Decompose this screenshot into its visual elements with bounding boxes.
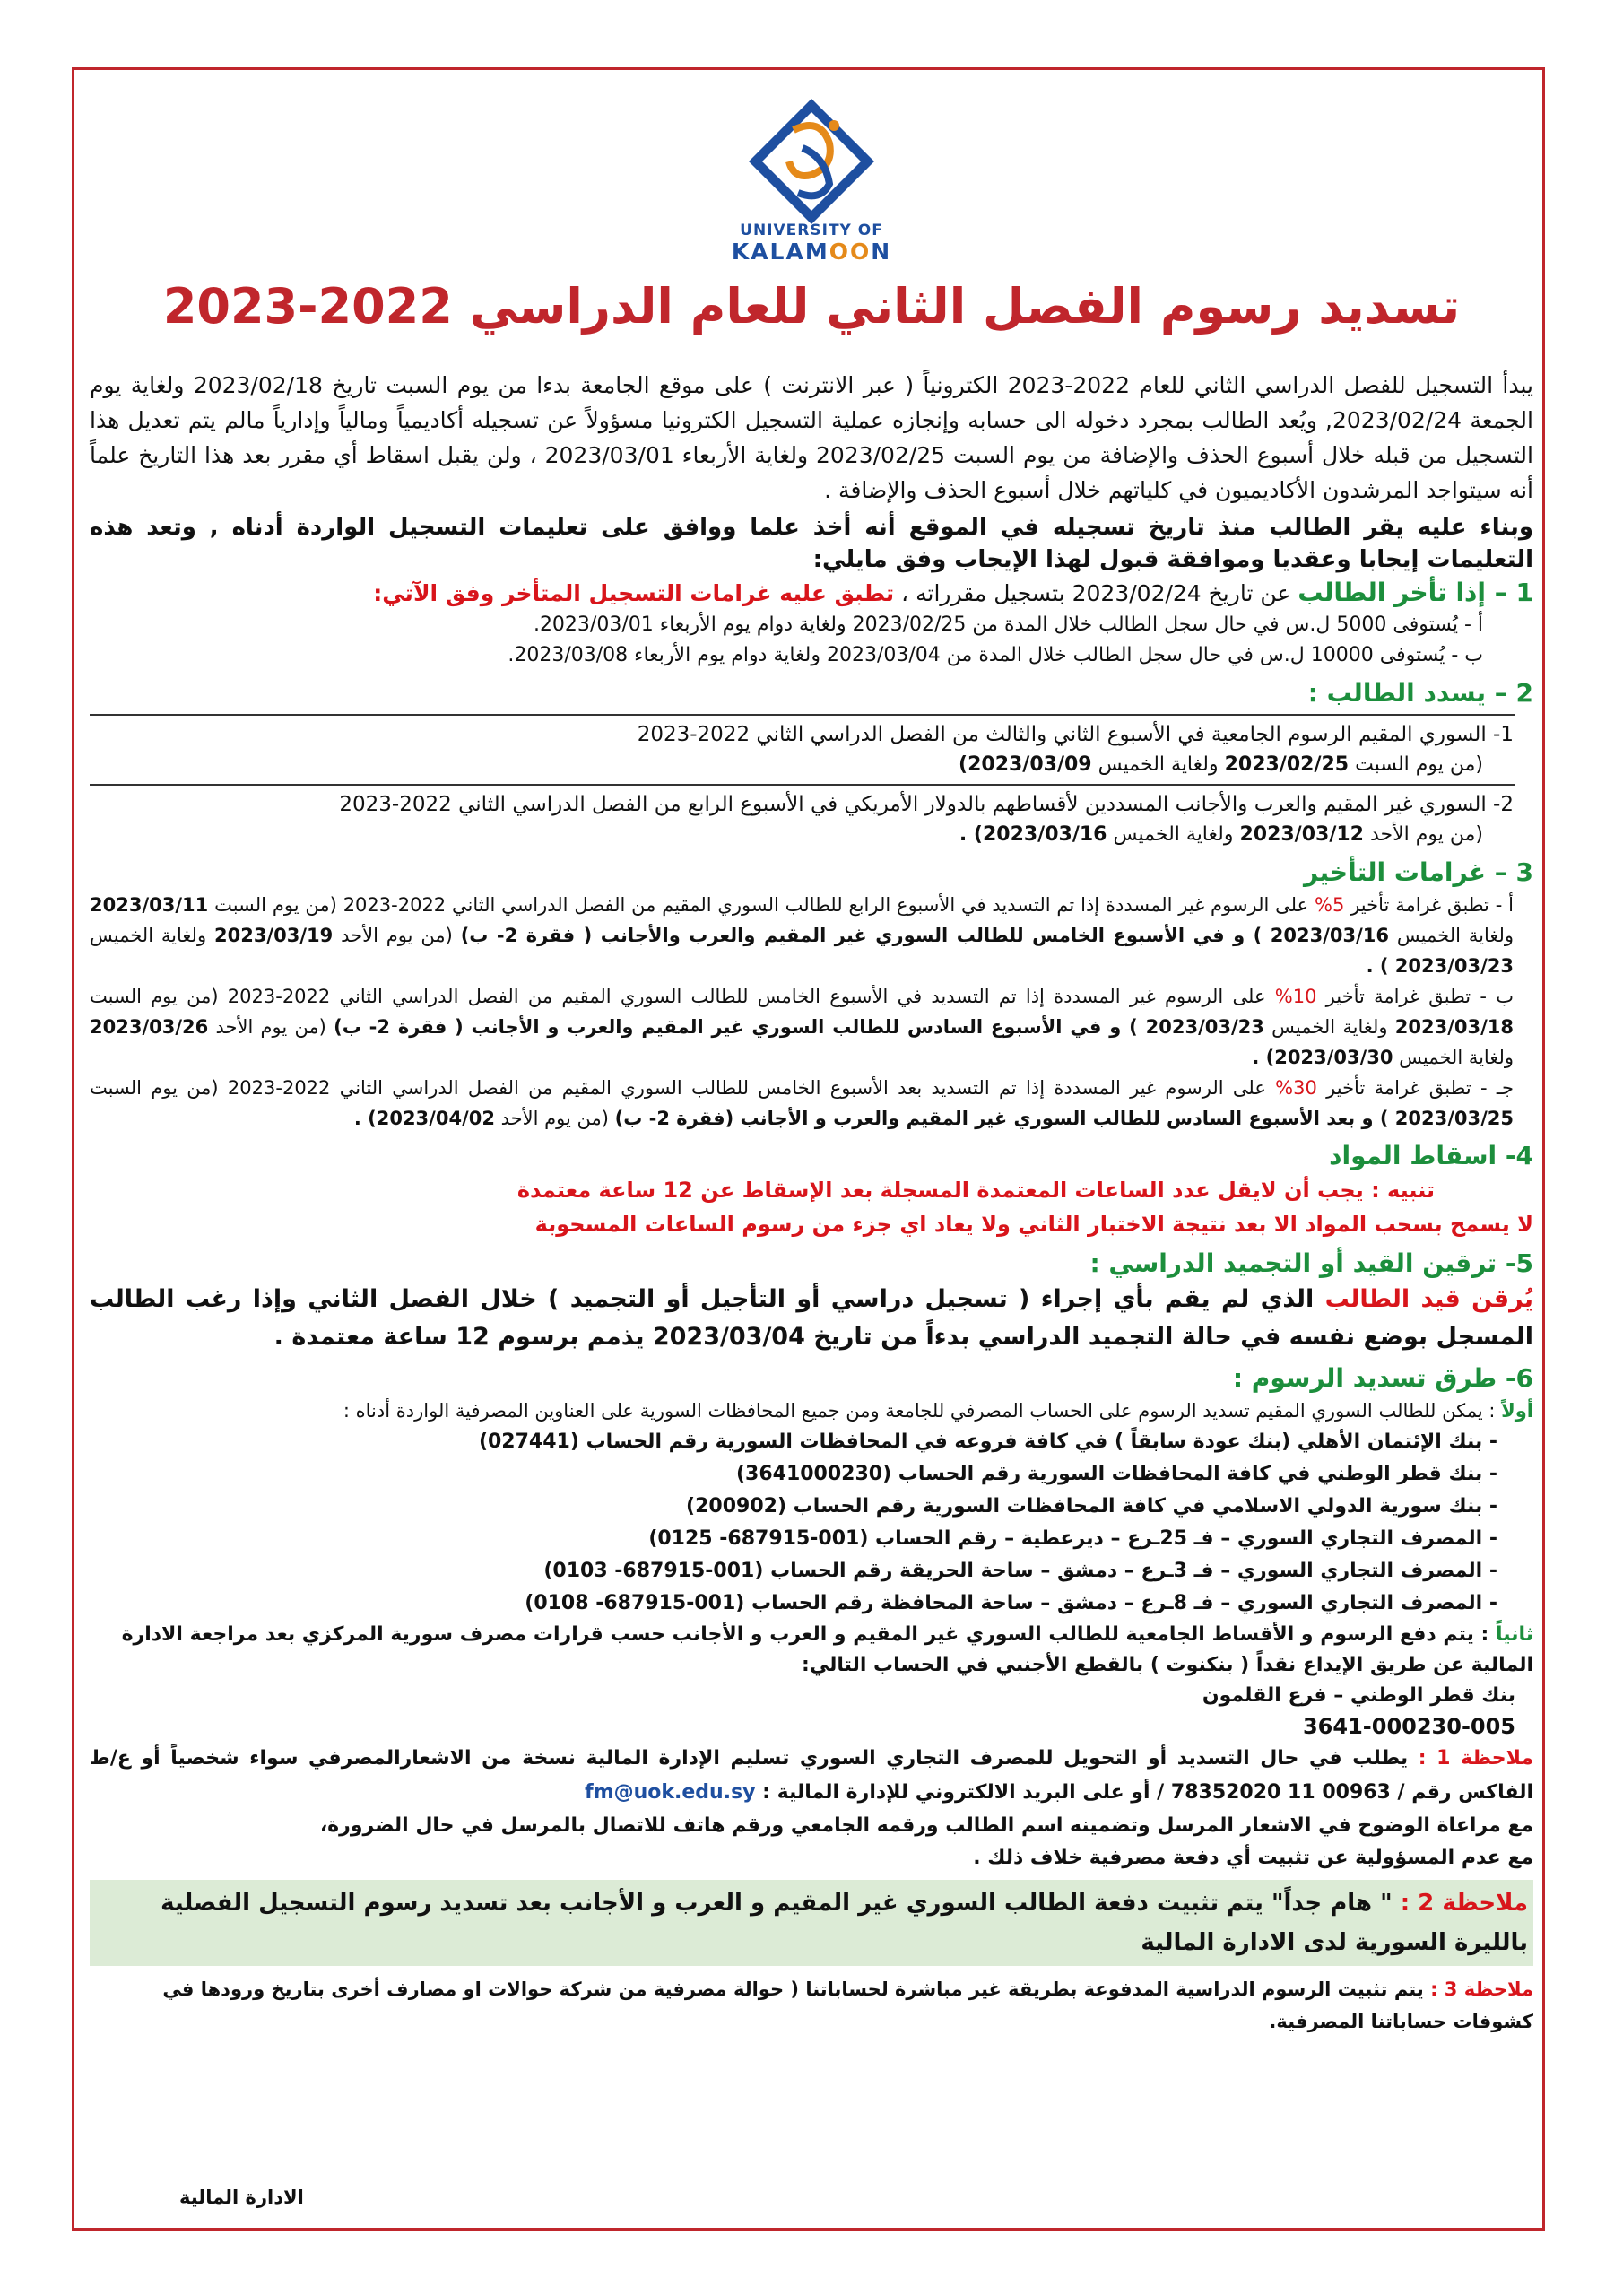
section-6-heading: 6- طرق تسديد الرسوم :: [1232, 1363, 1533, 1393]
signature: الادارة المالية: [179, 2187, 304, 2208]
divider: [90, 784, 1515, 786]
intro-paragraph: يبدأ التسجيل للفصل الدراسي الثاني للعام 2022-2023 الكترونياً ( عبر الانترنت ) على موقع الجامعة بدءا من يوم السبت تاريخ 2023/02/18 ولغاية يوم الجمعة 2023/02/24, ويُعد الطالب بمجرد دخوله الى حسابه وإنجازه عملية التسجيل الكترونيا مسؤولاً عن تسجيله أكاديمياً ومالياً وإدارياً مالم يتم تعديل هذا التسجيل من قبله خلال أسبوع الحذف والإضافة من يوم السبت 2023/02/25 ولغاية الأربعاء 2023/03/01 ، ولن يقبل اسقاط أي مقرر بعد هذا التاريخ علماً أنه سيتواجد المرشدون الأكاديميون في كلياتهم خلال أسبوع الحذف والإضافة .: [90, 372, 1533, 503]
page-title: تسديد رسوم الفصل الثاني للعام الدراسي 2022-2023: [162, 278, 1461, 335]
foreign-account-number: 3641-000230-005: [1302, 1714, 1515, 1739]
foreign-account-bank: بنك قطر الوطني – فرع القلمون: [1202, 1684, 1515, 1707]
payment-item-1-dates: (من يوم السبت 2023/02/25 ولغاية الخميس 2023/03/09): [959, 753, 1483, 776]
freeze-paragraph: يُرقن قيد الطالب الذي لم يقم بأي إجراء ( تسجيل دراسي أو التأجيل أو التجميد ) خلال الفصل الثاني وإذا رغب الطالب المسجل بوضع نفسه في حالة التجميد الدراسي بدءاً من تاريخ 2023/03/04 يذمم برسوم 12 ساعة معتمدة .: [90, 1285, 1534, 1351]
section-1-heading: 1 – إذا تأخر الطالب: [1298, 578, 1533, 607]
agreement-paragraph: وبناء عليه يقر الطالب منذ تاريخ تسجيله في الموقع أنه أخذ علما ووافق على تعليمات التسجيل الواردة أدناه , وتعد هذه التعليمات إيجابا وعقديا وموافقة قبول لهذا الإيجاب وفق مايلي:: [90, 514, 1533, 573]
payment-item-2-dates: (من يوم الأحد 2023/03/12 ولغاية الخميس 2023/03/16) .: [959, 823, 1483, 846]
document-body: [90, 368, 1533, 2038]
bank-item: - بنك قطر الوطني في كافة المحافظات السورية رقم الحساب (3641000230): [90, 1458, 1497, 1491]
bank-item: - بنك سورية الدولي الاسلامي في كافة المحافظات السورية رقم الحساب (200902): [90, 1491, 1497, 1523]
section-2-heading: 2 – يسدد الطالب :: [1307, 678, 1533, 708]
fine-c: جـ - تطبق غرامة تأخير 30% على الرسوم غير المسددة إذا تم التسديد بعد الأسبوع الخامس للطالب السوري المقيم من الفصل الدراسي الثاني 2022-2023 (من يوم السبت 2023/03/25 ) و بعد الأسبوع السادس للطالب السوري غير المقيم والعرب و الأجانب (فقرة 2- ب) (من يوم الأحد 2023/04/02) .: [90, 1077, 1514, 1129]
note-2: ملاحظة 2 : " هام جداً" يتم تثبيت دفعة الطالب السوري غير المقيم و العرب و الأجانب بعد تسديد رسوم التسجيل الفصلية بالليرة السورية لدى الادارة المالية: [90, 1880, 1533, 1966]
bank-item: - المصرف التجاري السوري – فـ 3ـرع – دمشق – ساحة الحريقة رقم الحساب (001-687915- 0103): [90, 1555, 1497, 1587]
note-1-more2: مع عدم المسؤولية عن تثبيت أي دفعة مصرفية خلاف ذلك .: [973, 1847, 1533, 1869]
late-fee-b: ب - يُستوفى 10000 ل.س في حال سجل الطالب خلال المدة من 2023/03/04 ولغاية دوام يوم الأربعاء 2023/03/08.: [508, 644, 1483, 666]
bank-item: - المصرف التجاري السوري – فـ 8ـرع – دمشق – ساحة المحافظة رقم الحساب (001-687915- 0108): [90, 1587, 1497, 1620]
logo-text-kalamoon: KALAMOON: [731, 239, 892, 265]
fine-b: ب - تطبق غرامة تأخير 10% على الرسوم غير المسددة إذا تم التسديد في الأسبوع الخامس للطالب السوري المقيم من الفصل الدراسي الثاني 2022-2023 (من يوم السبت 2023/03/18 ولغاية الخميس 2023/03/23 ) و في الأسبوع السادس للطالب السوري غير المقيم والعرب و الأجانب ( فقرة 2- ب) (من يوم الأحد 2023/03/26 ولغاية الخميس 2023/03/30) .: [90, 986, 1515, 1068]
section-1: 1 – إذا تأخر الطالب عن تاريخ 2023/02/24 بتسجيل مقرراته ، تطبق عليه غرامات التسجيل المتأخر وفق الآتي:: [373, 578, 1533, 607]
bank-item: - المصرف التجاري السوري – فـ 25ـرع – ديرعطية – رقم الحساب (001-687915- 0125): [90, 1523, 1497, 1555]
late-fee-a: أ - يُستوفى 5000 ل.س في حال سجل الطالب خلال المدة من 2023/02/25 ولغاية دوام يوم الأربعاء 2023/03/01.: [533, 613, 1483, 636]
divider: [90, 714, 1515, 716]
drop-warning-2: لا يسمح بسحب المواد الا بعد نتيجة الاختبار الثاني ولا يعاد اي جزء من رسوم الساعات المسحوبة: [534, 1212, 1533, 1237]
section-4-heading: 4- اسقاط المواد: [1329, 1141, 1533, 1170]
drop-warning-1: تنبيه : يجب أن لايقل عدد الساعات المعتمدة المسجلة بعد الإسقاط عن 12 ساعة معتمدة: [516, 1178, 1435, 1203]
payment-item-2: 2- السوري غير المقيم والعرب والأجانب المسددين لأقساطهم بالدولار الأمريكي في الأسبوع الرابع من الفصل الدراسي الثاني 2022-2023: [339, 793, 1514, 816]
email-link[interactable]: fm@uok.edu.sy: [585, 1781, 756, 1804]
note-3: ملاحظة 3 : يتم تثبيت الرسوم الدراسية المدفوعة بطريقة غير مباشرة لحساباتنا ( حوالة مصرفية من شركة حوالات او مصارف أخرى بتاريخ ورودها في كشوفات حساباتنا المصرفية.: [162, 1979, 1533, 2032]
note-1: ملاحظة 1 : يطلب في حال التسديد أو التحويل للمصرف التجاري السوري تسليم الإدارة المالية نسخة من الاشعارالمصرفي سواء شخصياً أو ع/ط الفاكس رقم / 00963 11 78352020 / أو على البريد الالكتروني للإدارة المالية : fm@uok.edu.sy: [90, 1747, 1533, 1804]
note-1-more: مع مراعاة الوضوح في الاشعار المرسل وتضمينه اسم الطالب ورقمه الجامعي ورقم هاتف للاتصال بالمرسل في حال الضرورة،: [319, 1814, 1533, 1837]
logo-text-university: UNIVERSITY OF: [740, 222, 883, 239]
bank-item: - بنك الإئتمان الأهلي (بنك عودة سابقاً ) في كافة فروعه في المحافظات السورية رقم الحساب (027441): [90, 1426, 1497, 1458]
payment-first: أولاً : يمكن للطالب السوري المقيم تسديد الرسوم على الحساب المصرفي للجامعة ومن جميع المحافظات السورية على العناوين المصرفية الواردة أدناه :: [343, 1400, 1533, 1422]
payment-item-1: 1- السوري المقيم الرسوم الجامعية في الأسبوع الثاني والثالث من الفصل الدراسي الثاني 2022-2023: [637, 723, 1514, 746]
fine-a: أ - تطبق غرامة تأخير 5% على الرسوم غير المسددة إذا تم التسديد في الأسبوع الرابع للطالب السوري المقيم من الفصل الدراسي الثاني 2022-2023 (من يوم السبت 2023/03/11 ولغاية الخميس 2023/03/16 ) و في الأسبوع الخامس للطالب السوري غير المقيم والعرب والأجانب ( فقرة 2- ب) (من يوم الأحد 2023/03/19 ولغاية الخميس 2023/03/23 ) .: [90, 894, 1515, 977]
section-3-heading: 3 – غرامات التأخير: [1304, 857, 1533, 887]
payment-second: ثانياً : يتم دفع الرسوم و الأقساط الجامعية للطالب السوري غير المقيم و العرب و الأجانب حسب قرارات مصرف سورية المركزي بعد مراجعة الادارة المالية عن طريق الإيداع نقداً ( بنكنوت ) بالقطع الأجنبي في الحساب التالي:: [121, 1623, 1533, 1676]
section-5-heading: 5- ترقين القيد أو التجميد الدراسي :: [1089, 1248, 1533, 1278]
